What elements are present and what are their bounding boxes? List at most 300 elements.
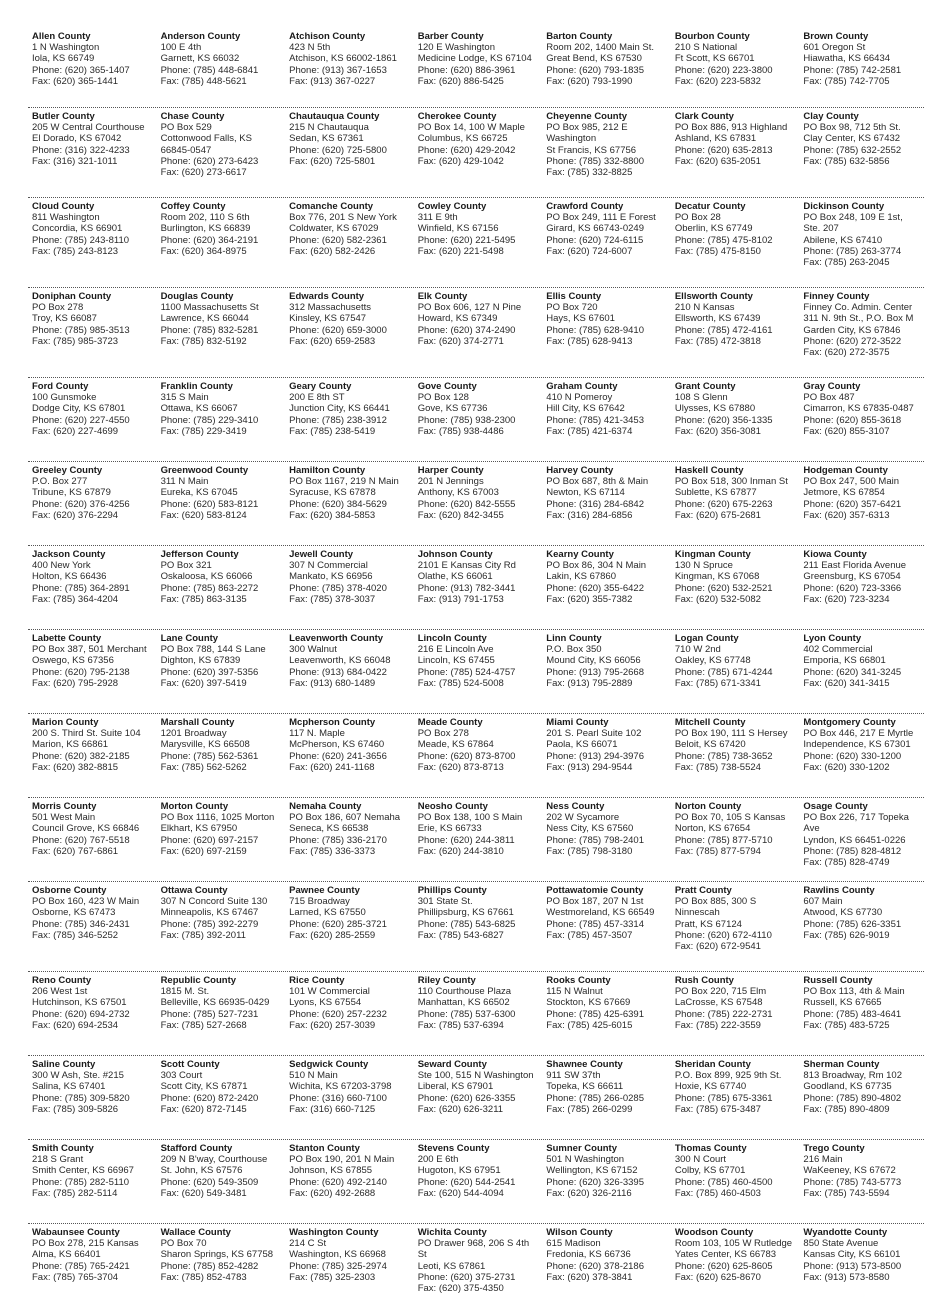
county-entry (285, 465, 410, 542)
fax-number: Fax: (785) 483-5725 (803, 1019, 890, 1031)
address-line: Sublette, KS 67877 (674, 487, 757, 499)
county-entry (542, 381, 667, 458)
address-line: Abilene, KS 67410 (803, 234, 883, 246)
phone-number: Phone: (913) 782-3441 (417, 582, 516, 594)
phone-number: Phone: (785) 448-6841 (160, 64, 259, 76)
phone-number: Phone: (785) 325-2974 (289, 1260, 387, 1272)
fax-number: Fax: (785) 457-3507 (546, 929, 633, 941)
address-line: Lyons, KS 67554 (289, 997, 362, 1009)
phone-number: Phone: (620) 549-3509 (160, 1176, 259, 1188)
county-entry (157, 201, 282, 284)
phone-number: Phone: (785) 425-6391 (546, 1008, 644, 1020)
phone-number: Phone: (620) 626-3355 (417, 1092, 516, 1104)
phone-number: Phone: (620) 365-1407 (32, 64, 130, 76)
county-name: Phillips County (417, 885, 487, 896)
county-name: Stafford County (160, 1143, 233, 1154)
fax-number: Fax: (620) 244-3810 (417, 845, 504, 857)
fax-number: Fax: (620) 374-2771 (417, 335, 504, 347)
address-line: PO Box 278, 215 Kansas (32, 1238, 139, 1250)
county-entry (414, 111, 539, 194)
fax-number: Fax: (620) 272-3575 (803, 347, 890, 359)
county-name: Pawnee County (289, 885, 360, 896)
address-line: PO Box 70 (160, 1238, 207, 1250)
county-entry (799, 465, 924, 542)
address-line: PO Box 86, 304 N Main (546, 560, 647, 572)
county-name: Butler County (32, 111, 95, 122)
county-name: Republic County (160, 975, 237, 986)
county-entry (157, 633, 282, 710)
county-entry (157, 291, 282, 374)
county-entry (542, 717, 667, 794)
fax-number: Fax: (620) 382-8815 (32, 761, 119, 773)
county-entry (542, 975, 667, 1052)
county-entry (542, 201, 667, 284)
address-line: 300 Walnut (289, 644, 337, 656)
county-entry (285, 31, 410, 104)
phone-number: Phone: (785) 890-4802 (803, 1092, 902, 1104)
phone-number: Phone: (620) 272-3522 (803, 335, 902, 347)
address-line: Emporia, KS 66801 (803, 655, 886, 667)
address-line: Seneca, KS 66538 (289, 823, 369, 835)
address-line: Greensburg, KS 67054 (803, 571, 901, 583)
county-entry (799, 1227, 924, 1304)
address-line: Oskaloosa, KS 66066 (160, 571, 253, 583)
county-entry (671, 549, 796, 626)
fax-number: Fax: (785) 364-4204 (32, 593, 119, 605)
phone-number: Phone: (620) 492-2140 (289, 1176, 387, 1188)
fax-number: Fax: (785) 243-8123 (32, 245, 119, 257)
fax-number: Fax: (620) 659-2583 (289, 335, 376, 347)
fax-number: Fax: (785) 798-3180 (546, 845, 633, 857)
address-line: PO Box 248, 109 E 1st, (803, 212, 903, 224)
fax-number: Fax: (785) 524-5008 (417, 677, 504, 689)
address-line: P.O. Box 350 (546, 644, 602, 656)
county-name: Thomas County (674, 1143, 747, 1154)
county-name: Doniphan County (32, 291, 112, 302)
county-entry (414, 1059, 539, 1136)
address-line: 400 New York (32, 560, 91, 572)
fax-number: Fax: (913) 791-1753 (417, 593, 504, 605)
address-line: 303 Court (160, 1070, 203, 1082)
address-line: Columbus, KS 66725 (417, 133, 508, 145)
address-line: PO Box 190, 201 N Main (289, 1154, 395, 1166)
county-entry (285, 885, 410, 968)
county-entry (799, 1143, 924, 1220)
directory-row (28, 972, 924, 1056)
county-name: Douglas County (160, 291, 234, 302)
address-line: Hoxie, KS 67740 (674, 1081, 747, 1093)
address-line: Atchison, KS 66002-1861 (289, 53, 397, 65)
address-line: Paola, KS 66071 (546, 739, 618, 751)
county-name: Scott County (160, 1059, 220, 1070)
address-line: 115 N Walnut (546, 986, 603, 998)
county-name: Mitchell County (674, 717, 746, 728)
phone-number: Phone: (620) 364-2191 (160, 234, 259, 246)
phone-number: Phone: (785) 364-2891 (32, 582, 130, 594)
address-line: 216 E Lincoln Ave (417, 644, 494, 656)
fax-number: Fax: (785) 460-4503 (674, 1187, 761, 1199)
county-entry (414, 31, 539, 104)
address-line: Independence, KS 67301 (803, 739, 911, 751)
address-line: Sedan, KS 67361 (289, 133, 364, 145)
county-name: Jefferson County (160, 549, 239, 560)
address-line: Topeka, KS 66611 (546, 1081, 624, 1093)
address-line: Room 103, 105 W Rutledge (674, 1238, 793, 1250)
address-line: 202 W Sycamore (546, 812, 620, 824)
address-line: 601 Oregon St (803, 42, 866, 54)
address-line: 2101 E Kansas City Rd (417, 560, 516, 572)
phone-number: Phone: (785) 562-5361 (160, 750, 259, 762)
county-entry (542, 1059, 667, 1136)
address-line: Oakley, KS 67748 (674, 655, 751, 667)
county-name: Sumner County (546, 1143, 618, 1154)
address-line: PO Box 247, 500 Main (803, 476, 900, 488)
county-name: Neosho County (417, 801, 488, 812)
phone-number: Phone: (620) 429-2042 (417, 144, 516, 156)
fax-number: Fax: (785) 828-4749 (803, 857, 890, 869)
address-line: Syracuse, KS 67878 (289, 487, 376, 499)
phone-number: Phone: (620) 244-3811 (417, 834, 515, 846)
address-line: Anthony, KS 67003 (417, 487, 499, 499)
address-line: 205 W Central Courthouse (32, 122, 145, 134)
address-line: Alma, KS 66401 (32, 1249, 101, 1261)
address-line: Ninnescah (674, 907, 720, 919)
county-name: Barton County (546, 31, 613, 42)
directory-row (28, 546, 924, 630)
fax-number: Fax: (620) 725-5801 (289, 155, 376, 167)
county-entry (542, 1227, 667, 1304)
county-entry (157, 975, 282, 1052)
phone-number: Phone: (785) 421-3453 (546, 414, 644, 426)
address-line: 211 East Florida Avenue (803, 560, 907, 572)
county-entry (671, 801, 796, 878)
address-line: Goodland, KS 67735 (803, 1081, 892, 1093)
phone-number: Phone: (785) 346-2431 (32, 918, 130, 930)
phone-number: Phone: (785) 266-0285 (546, 1092, 644, 1104)
county-entry (285, 633, 410, 710)
fax-number: Fax: (620) 855-3107 (803, 425, 890, 437)
county-entry (28, 975, 153, 1052)
address-line: Council Grove, KS 66846 (32, 823, 140, 835)
phone-number: Phone: (785) 222-2731 (674, 1008, 773, 1020)
county-entry (799, 717, 924, 794)
fax-number: Fax: (785) 632-5856 (803, 155, 890, 167)
county-name: Finney County (803, 291, 870, 302)
fax-number: Fax: (620) 273-6617 (160, 167, 247, 179)
address-line: Smith Center, KS 66967 (32, 1165, 134, 1177)
address-line: PO Box 70, 105 S Kansas (674, 812, 786, 824)
fax-number: Fax: (620) 582-2426 (289, 245, 376, 257)
address-line: PO Box 529 (160, 122, 212, 134)
county-entry (799, 633, 924, 710)
fax-number: Fax: (785) 562-5262 (160, 761, 247, 773)
county-entry (799, 885, 924, 968)
address-line: Ste 100, 515 N Washington (417, 1070, 534, 1082)
county-name: Crawford County (546, 201, 624, 212)
address-line: 911 SW 37th (546, 1070, 601, 1082)
county-name: Decatur County (674, 201, 746, 212)
address-line: PO Box 28 (674, 212, 721, 224)
address-line: Howard, KS 67349 (417, 313, 498, 325)
phone-number: Phone: (620) 221-5495 (417, 234, 516, 246)
county-name: Greenwood County (160, 465, 249, 476)
phone-number: Phone: (620) 223-3800 (674, 64, 773, 76)
address-line: Room 202, 110 S 6th (160, 212, 250, 224)
address-line: Newton, KS 67114 (546, 487, 625, 499)
address-line: Oswego, KS 67356 (32, 655, 114, 667)
county-name: Seward County (417, 1059, 487, 1070)
county-entry (799, 201, 924, 284)
address-line: Hays, KS 67601 (546, 313, 615, 325)
fax-number: Fax: (785) 421-6374 (546, 425, 633, 437)
address-line: Norton, KS 67654 (674, 823, 751, 835)
county-name: Kingman County (674, 549, 751, 560)
phone-number: Phone: (620) 872-2420 (160, 1092, 259, 1104)
county-name: Kearny County (546, 549, 614, 560)
directory-row (28, 1224, 924, 1307)
phone-number: Phone: (620) 855-3618 (803, 414, 902, 426)
county-name: Comanche County (289, 201, 374, 212)
phone-number: Phone: (620) 326-3395 (546, 1176, 644, 1188)
fax-number: Fax: (785) 738-5524 (674, 761, 761, 773)
address-line: PO Box 606, 127 N Pine (417, 302, 522, 314)
county-entry (671, 201, 796, 284)
county-name: Cowley County (417, 201, 487, 212)
phone-number: Phone: (785) 628-9410 (546, 324, 644, 336)
address-line: Great Bend, KS 67530 (546, 53, 642, 65)
county-entry (28, 31, 153, 104)
address-line: Burlington, KS 66839 (160, 223, 251, 235)
fax-number: Fax: (620) 241-1168 (289, 761, 375, 773)
address-line: Mound City, KS 66056 (546, 655, 641, 667)
county-name: Linn County (546, 633, 602, 644)
address-line: PO Box 487 (803, 392, 855, 404)
county-name: Montgomery County (803, 717, 896, 728)
address-line: Box 776, 201 S New York (289, 212, 397, 224)
fax-number: Fax: (620) 227-4699 (32, 425, 119, 437)
county-name: Allen County (32, 31, 91, 42)
directory-row (28, 882, 924, 972)
phone-number: Phone: (785) 460-4500 (674, 1176, 773, 1188)
county-name: Pottawatomie County (546, 885, 644, 896)
fax-number: Fax: (620) 723-3234 (803, 593, 890, 605)
address-line: 615 Madison (546, 1238, 601, 1250)
county-name: Meade County (417, 717, 483, 728)
fax-number: Fax: (620) 635-2051 (674, 155, 761, 167)
county-name: Marion County (32, 717, 99, 728)
phone-number: Phone: (785) 309-5820 (32, 1092, 130, 1104)
address-line: 100 E 4th (160, 42, 202, 54)
fax-number: Fax: (785) 543-6827 (417, 929, 504, 941)
phone-number: Phone: (620) 886-3961 (417, 64, 516, 76)
county-name: Ford County (32, 381, 89, 392)
phone-number: Phone: (785) 743-5773 (803, 1176, 902, 1188)
address-line: PO Box 249, 111 E Forest (546, 212, 656, 224)
fax-number: Fax: (785) 332-8825 (546, 167, 633, 179)
address-line: 117 N. Maple (289, 728, 345, 740)
address-line: 300 W Ash, Ste. #215 (32, 1070, 124, 1082)
fax-number: Fax: (620) 257-3039 (289, 1019, 376, 1031)
phone-number: Phone: (620) 544-2541 (417, 1176, 516, 1188)
address-line: 501 N Washington (546, 1154, 625, 1166)
fax-number: Fax: (620) 873-8713 (417, 761, 504, 773)
county-entry (157, 1059, 282, 1136)
fax-number: Fax: (620) 365-1441 (32, 75, 119, 87)
directory-row (28, 798, 924, 882)
county-entry (671, 633, 796, 710)
county-entry (414, 975, 539, 1052)
fax-number: Fax: (620) 795-2928 (32, 677, 119, 689)
phone-number: Phone: (785) 336-2170 (289, 834, 387, 846)
county-name: Harper County (417, 465, 484, 476)
address-line: Finney Co. Admin. Center (803, 302, 913, 314)
fax-number: Fax: (620) 697-2159 (160, 845, 247, 857)
directory-row (28, 288, 924, 378)
fax-number: Fax: (620) 675-2681 (674, 509, 761, 521)
directory-row (28, 108, 924, 198)
county-name: Coffey County (160, 201, 226, 212)
county-entry (671, 111, 796, 194)
fax-number: Fax: (785) 266-0299 (546, 1103, 633, 1115)
county-name: Harvey County (546, 465, 614, 476)
county-entry (799, 111, 924, 194)
county-entry (414, 465, 539, 542)
fax-number: Fax: (785) 282-5114 (32, 1187, 118, 1199)
county-entry (542, 31, 667, 104)
address-line: Olathe, KS 66061 (417, 571, 493, 583)
address-line: Elkhart, KS 67950 (160, 823, 238, 835)
county-name: Miami County (546, 717, 609, 728)
address-line: Troy, KS 66087 (32, 313, 97, 325)
county-entry (285, 201, 410, 284)
address-line: 315 S Main (160, 392, 209, 404)
address-line: Hill City, KS 67642 (546, 403, 625, 415)
county-name: Edwards County (289, 291, 365, 302)
phone-number: Phone: (913) 573-8500 (803, 1260, 902, 1272)
address-line: Lawrence, KS 66044 (160, 313, 249, 325)
fax-number: Fax: (785) 475-8150 (674, 245, 761, 257)
address-line: PO Box 788, 144 S Lane (160, 644, 266, 656)
county-entry (671, 381, 796, 458)
county-name: Dickinson County (803, 201, 885, 212)
address-line: Eureka, KS 67045 (160, 487, 238, 499)
phone-number: Phone: (620) 330-1200 (803, 750, 902, 762)
fax-number: Fax: (620) 330-1202 (803, 761, 890, 773)
county-entry (157, 1227, 282, 1304)
address-line: 813 Broadway, Rm 102 (803, 1070, 902, 1082)
address-line: Ulysses, KS 67880 (674, 403, 756, 415)
address-line: Fredonia, KS 66736 (546, 1249, 631, 1261)
phone-number: Phone: (620) 375-2731 (417, 1271, 516, 1283)
phone-number: Phone: (785) 457-3314 (546, 918, 644, 930)
address-line: Junction City, KS 66441 (289, 403, 390, 415)
county-entry (799, 1059, 924, 1136)
county-entry (671, 465, 796, 542)
county-name: Russell County (803, 975, 873, 986)
address-line: Kingman, KS 67068 (674, 571, 760, 583)
county-entry (285, 1227, 410, 1304)
address-line: PO Box 14, 100 W Maple (417, 122, 525, 134)
county-name: Clay County (803, 111, 859, 122)
county-entry (542, 1143, 667, 1220)
address-line: El Dorado, KS 67042 (32, 133, 122, 145)
county-name: Smith County (32, 1143, 94, 1154)
county-entry (28, 1059, 153, 1136)
phone-number: Phone: (913) 367-1653 (289, 64, 387, 76)
fax-number: Fax: (620) 544-4094 (417, 1187, 504, 1199)
county-entry (28, 381, 153, 458)
county-name: Sherman County (803, 1059, 880, 1070)
address-line: 214 C St (289, 1238, 327, 1250)
fax-number: Fax: (785) 325-2303 (289, 1271, 376, 1283)
address-line: Yates Center, KS 66783 (674, 1249, 777, 1261)
county-entry (799, 31, 924, 104)
county-entry (285, 381, 410, 458)
fax-number: Fax: (620) 341-3415 (803, 677, 890, 689)
county-name: Geary County (289, 381, 352, 392)
county-entry (28, 549, 153, 626)
county-entry (799, 801, 924, 878)
county-entry (414, 549, 539, 626)
county-name: Shawnee County (546, 1059, 623, 1070)
address-line: PO Box 885, 300 S (674, 896, 757, 908)
address-line: P.O. Box 277 (32, 476, 88, 488)
phone-number: Phone: (785) 537-6300 (417, 1008, 516, 1020)
fax-number: Fax: (785) 448-5621 (160, 75, 247, 87)
address-line: PO Box 720 (546, 302, 598, 314)
phone-number: Phone: (620) 672-4110 (674, 929, 772, 941)
address-line: Erie, KS 66733 (417, 823, 482, 835)
phone-number: Phone: (913) 294-3976 (546, 750, 644, 762)
address-line: Garnett, KS 66032 (160, 53, 240, 65)
address-line: PO Box 446, 217 E Myrtle (803, 728, 914, 740)
county-name: Sheridan County (674, 1059, 751, 1070)
address-line: 206 West 1st (32, 986, 88, 998)
address-line: 110 Courthouse Plaza (417, 986, 512, 998)
fax-number: Fax: (620) 532-5082 (674, 593, 761, 605)
phone-number: Phone: (785) 475-8102 (674, 234, 773, 246)
county-entry (157, 885, 282, 968)
phone-number: Phone: (785) 332-8800 (546, 155, 644, 167)
address-line: Lincoln, KS 67455 (417, 655, 495, 667)
county-entry (799, 975, 924, 1052)
county-entry (671, 291, 796, 374)
address-line: Marion, KS 66861 (32, 739, 109, 751)
phone-number: Phone: (785) 229-3410 (160, 414, 259, 426)
address-line: Clay Center, KS 67432 (803, 133, 901, 145)
fax-number: Fax: (785) 628-9413 (546, 335, 633, 347)
phone-number: Phone: (620) 842-5555 (417, 498, 516, 510)
address-line: Iola, KS 66749 (32, 53, 95, 65)
address-line: Girard, KS 66743-0249 (546, 223, 644, 235)
phone-number: Phone: (620) 382-2185 (32, 750, 130, 762)
address-line: Mankato, KS 66956 (289, 571, 373, 583)
fax-number: Fax: (785) 222-3559 (674, 1019, 761, 1031)
county-name: Wichita County (417, 1227, 487, 1238)
county-entry (414, 201, 539, 284)
address-line: Medicine Lodge, KS 67104 (417, 53, 532, 65)
fax-number: Fax: (620) 223-5832 (674, 75, 761, 87)
address-line: Hiawatha, KS 66434 (803, 53, 891, 65)
phone-number: Phone: (620) 341-3245 (803, 666, 902, 678)
county-entry (157, 801, 282, 878)
address-line: Room 202, 1400 Main St. (546, 42, 655, 54)
fax-number: Fax: (620) 625-8670 (674, 1271, 761, 1283)
address-line: 130 N Spruce (674, 560, 733, 572)
county-entry (542, 633, 667, 710)
county-entry (28, 201, 153, 284)
address-line: 120 E Washington (417, 42, 495, 54)
